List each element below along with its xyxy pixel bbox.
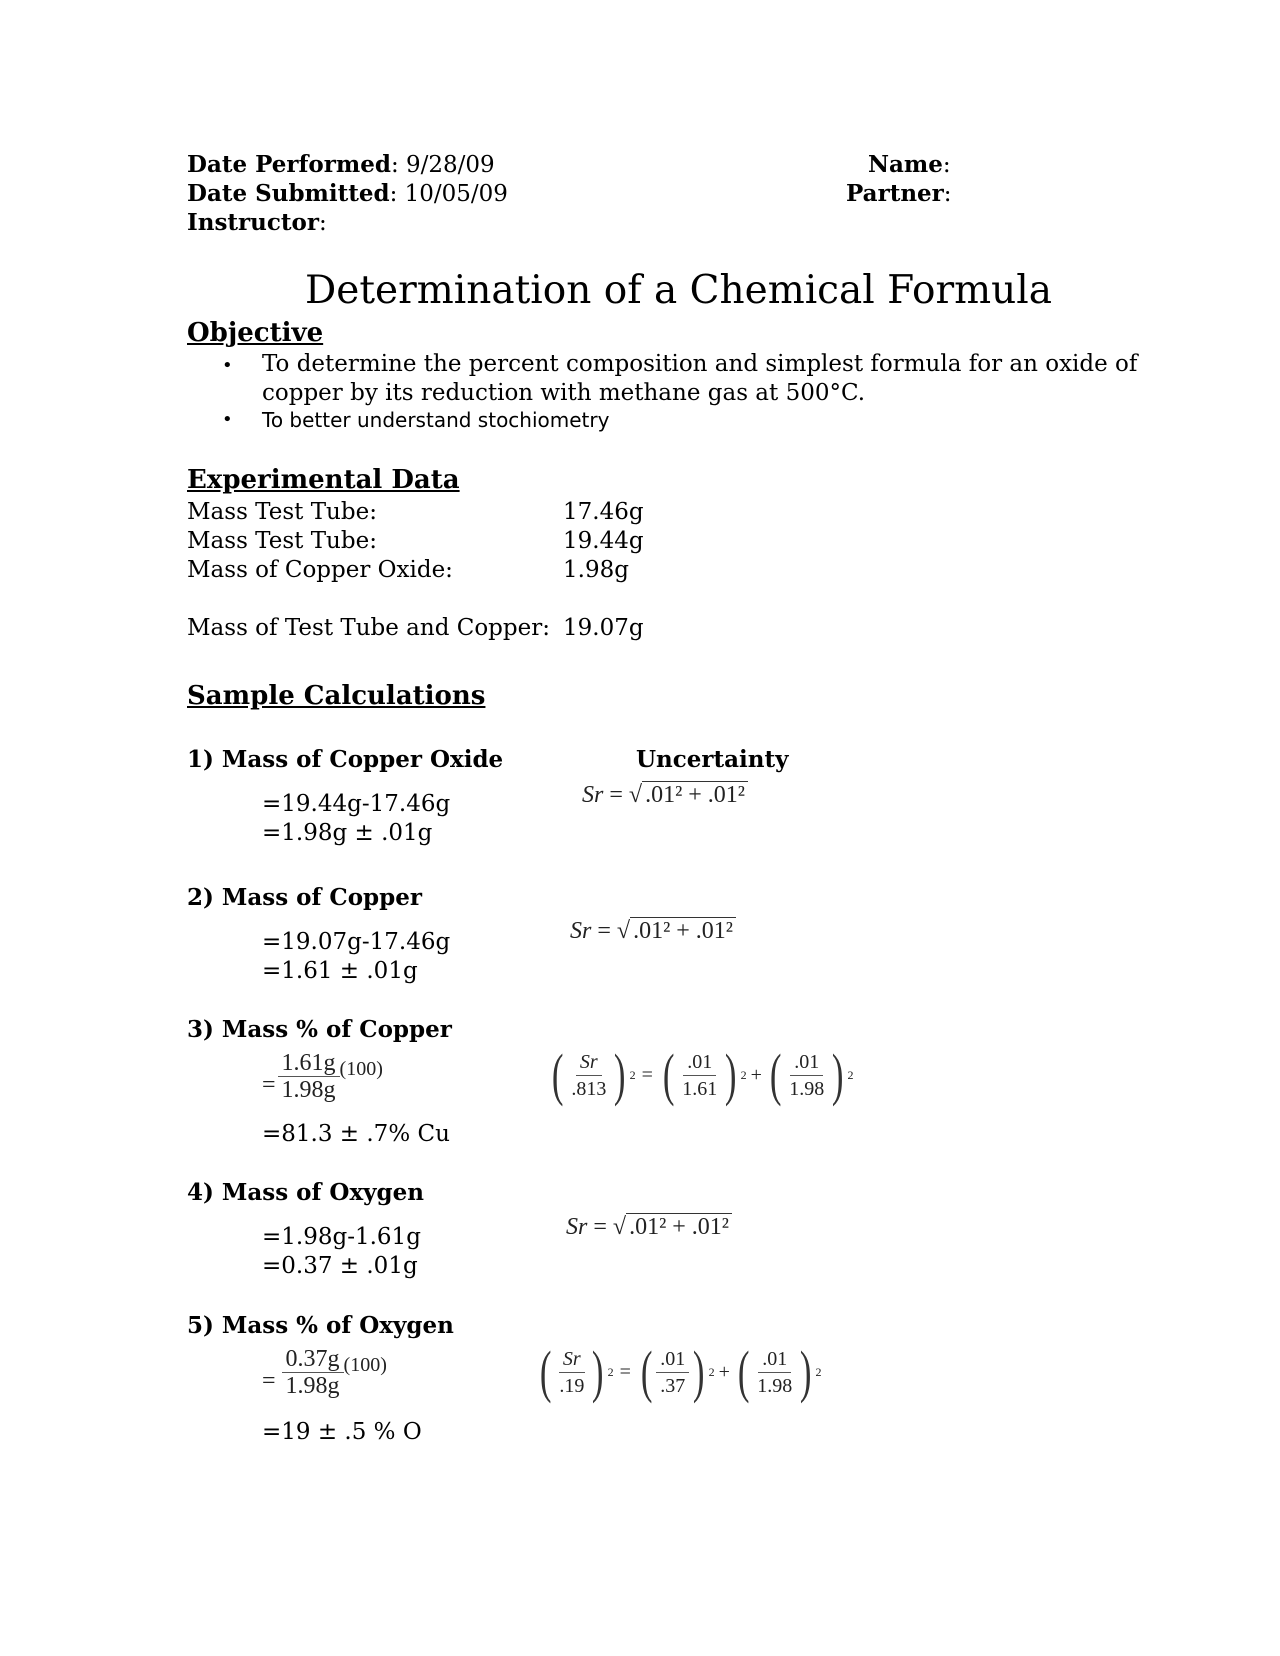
date-performed-value: : 9/28/09 bbox=[390, 152, 495, 178]
term-b-denominator: 1.98 bbox=[757, 1374, 793, 1397]
name-line bbox=[868, 150, 951, 180]
calc-3-result: =81.3 ± .7% Cu bbox=[262, 1121, 450, 1147]
partner-line bbox=[846, 179, 952, 209]
term-a-numerator: .01 bbox=[656, 1346, 689, 1373]
date-submitted-label: Date Submitted bbox=[187, 180, 390, 207]
partner-label: Partner bbox=[846, 180, 944, 207]
partner-value: : bbox=[943, 181, 952, 207]
calc-3-fraction bbox=[262, 1050, 383, 1103]
exp-value-2: 19.44g bbox=[563, 528, 644, 554]
calc-5-fraction bbox=[262, 1346, 387, 1399]
instructor-value: : bbox=[318, 210, 327, 236]
sr-symbol: Sr bbox=[582, 782, 604, 808]
calc-4-title: 4) Mass of Oxygen bbox=[187, 1179, 424, 1206]
objective-item-2: To better understand stochiometry bbox=[262, 408, 610, 432]
exp-label-1: Mass Test Tube: bbox=[187, 499, 377, 525]
minus-sign: = bbox=[619, 1360, 631, 1383]
term-b-numerator: .01 bbox=[758, 1346, 791, 1373]
sr-denominator: .19 bbox=[559, 1374, 585, 1397]
exp-label-2: Mass Test Tube: bbox=[187, 528, 377, 554]
date-submitted-value: : 10/05/09 bbox=[389, 181, 508, 207]
exp-label-4: Mass of Test Tube and Copper: bbox=[187, 615, 550, 641]
exp-value-4: 19.07g bbox=[563, 615, 644, 641]
exp-value-1: 17.46g bbox=[563, 499, 644, 525]
equals-sign: = bbox=[609, 782, 623, 808]
equals-sign: = bbox=[262, 1072, 276, 1098]
calc-2-line-2: =1.61 ± .01g bbox=[262, 958, 418, 984]
name-value: : bbox=[942, 152, 951, 178]
calc-3-title: 3) Mass % of Copper bbox=[187, 1016, 452, 1043]
fraction-denominator: 1.98g bbox=[281, 1077, 336, 1103]
minus-sign: = bbox=[641, 1063, 653, 1086]
calc-1-line-2: =1.98g ± .01g bbox=[262, 820, 433, 846]
sqrt-term: .01² + .01² bbox=[626, 1213, 732, 1240]
equals-sign: = bbox=[597, 918, 611, 944]
term-a-denominator: .37 bbox=[660, 1374, 686, 1397]
term-a-denominator: 1.61 bbox=[682, 1077, 718, 1100]
objective-item-1: To determine the percent composition and simplest formula for an oxide of bbox=[262, 351, 1138, 377]
calc-4-line-1: =1.98g-1.61g bbox=[262, 1224, 421, 1250]
date-submitted-line bbox=[187, 179, 508, 209]
uncertainty-heading: Uncertainty bbox=[636, 746, 789, 773]
calc-5-title: 5) Mass % of Oxygen bbox=[187, 1312, 454, 1339]
calculations-heading: Sample Calculations bbox=[187, 681, 486, 711]
term-b-denominator: 1.98 bbox=[789, 1077, 825, 1100]
exp-value-3: 1.98g bbox=[563, 557, 629, 583]
sqrt-term: .01² + .01² bbox=[642, 781, 748, 808]
sr-symbol: Sr bbox=[570, 918, 592, 944]
instructor-label: Instructor bbox=[187, 209, 319, 236]
fraction bbox=[282, 1346, 344, 1399]
sr-numerator: Sr bbox=[576, 1049, 602, 1076]
name-label: Name bbox=[868, 151, 943, 178]
uncertainty-1-formula: Sr = √ .01² + .01² bbox=[582, 782, 748, 809]
calc-2-title: 2) Mass of Copper bbox=[187, 884, 422, 911]
factor: (100) bbox=[343, 1354, 387, 1376]
factor: (100) bbox=[339, 1058, 383, 1080]
fraction-denominator: 1.98g bbox=[285, 1373, 340, 1399]
plus-sign: + bbox=[750, 1063, 762, 1086]
fraction-numerator: 1.61g bbox=[278, 1050, 340, 1077]
calc-5-result: =19 ± .5 % O bbox=[262, 1419, 422, 1445]
term-b-numerator: .01 bbox=[790, 1049, 823, 1076]
calc-2-line-1: =19.07g-17.46g bbox=[262, 929, 451, 955]
sr-numerator: Sr bbox=[559, 1346, 585, 1373]
uncertainty-3-formula: ( $\frac{Sr}{.813}$ ) 2 = ( $\frac{.01}{1.61}$ ) 2 + ( $\frac{.01}{1.98}$ ) 2 bbox=[551, 1042, 854, 1107]
sqrt-term: .01² + .01² bbox=[630, 917, 736, 944]
fraction-numerator: 0.37g bbox=[282, 1346, 344, 1373]
term-a-numerator: .01 bbox=[683, 1049, 716, 1076]
uncertainty-5-formula: ( $\frac{Sr}{.19}$ ) 2 = ( $\frac{.01}{.37}$ ) 2 + ( $\frac{.01}{1.98}$ ) 2 bbox=[539, 1339, 822, 1404]
objective-heading: Objective bbox=[187, 318, 324, 348]
uncertainty-2-formula: Sr = √ .01² + .01² bbox=[570, 918, 736, 945]
bullet-1: • bbox=[222, 355, 233, 376]
equals-sign: = bbox=[262, 1368, 276, 1394]
calc-1-line-1: =19.44g-17.46g bbox=[262, 791, 451, 817]
date-performed-line bbox=[187, 150, 495, 180]
exp-label-3: Mass of Copper Oxide: bbox=[187, 557, 453, 583]
calc-4-line-2: =0.37 ± .01g bbox=[262, 1253, 418, 1279]
plus-sign: + bbox=[718, 1360, 730, 1383]
sr-denominator: .813 bbox=[571, 1077, 607, 1100]
objective-item-1-cont: copper by its reduction with methane gas at 500°C. bbox=[262, 380, 866, 406]
instructor-line bbox=[187, 208, 327, 238]
bullet-2: • bbox=[222, 409, 233, 430]
fraction bbox=[278, 1050, 340, 1103]
sr-symbol: Sr bbox=[566, 1214, 588, 1240]
uncertainty-4-formula: Sr = √ .01² + .01² bbox=[566, 1214, 732, 1241]
equals-sign: = bbox=[593, 1214, 607, 1240]
experimental-heading: Experimental Data bbox=[187, 465, 460, 495]
page-title: Determination of a Chemical Formula bbox=[305, 268, 1052, 313]
calc-1-title: 1) Mass of Copper Oxide bbox=[187, 746, 504, 773]
date-performed-label: Date Performed bbox=[187, 151, 391, 178]
